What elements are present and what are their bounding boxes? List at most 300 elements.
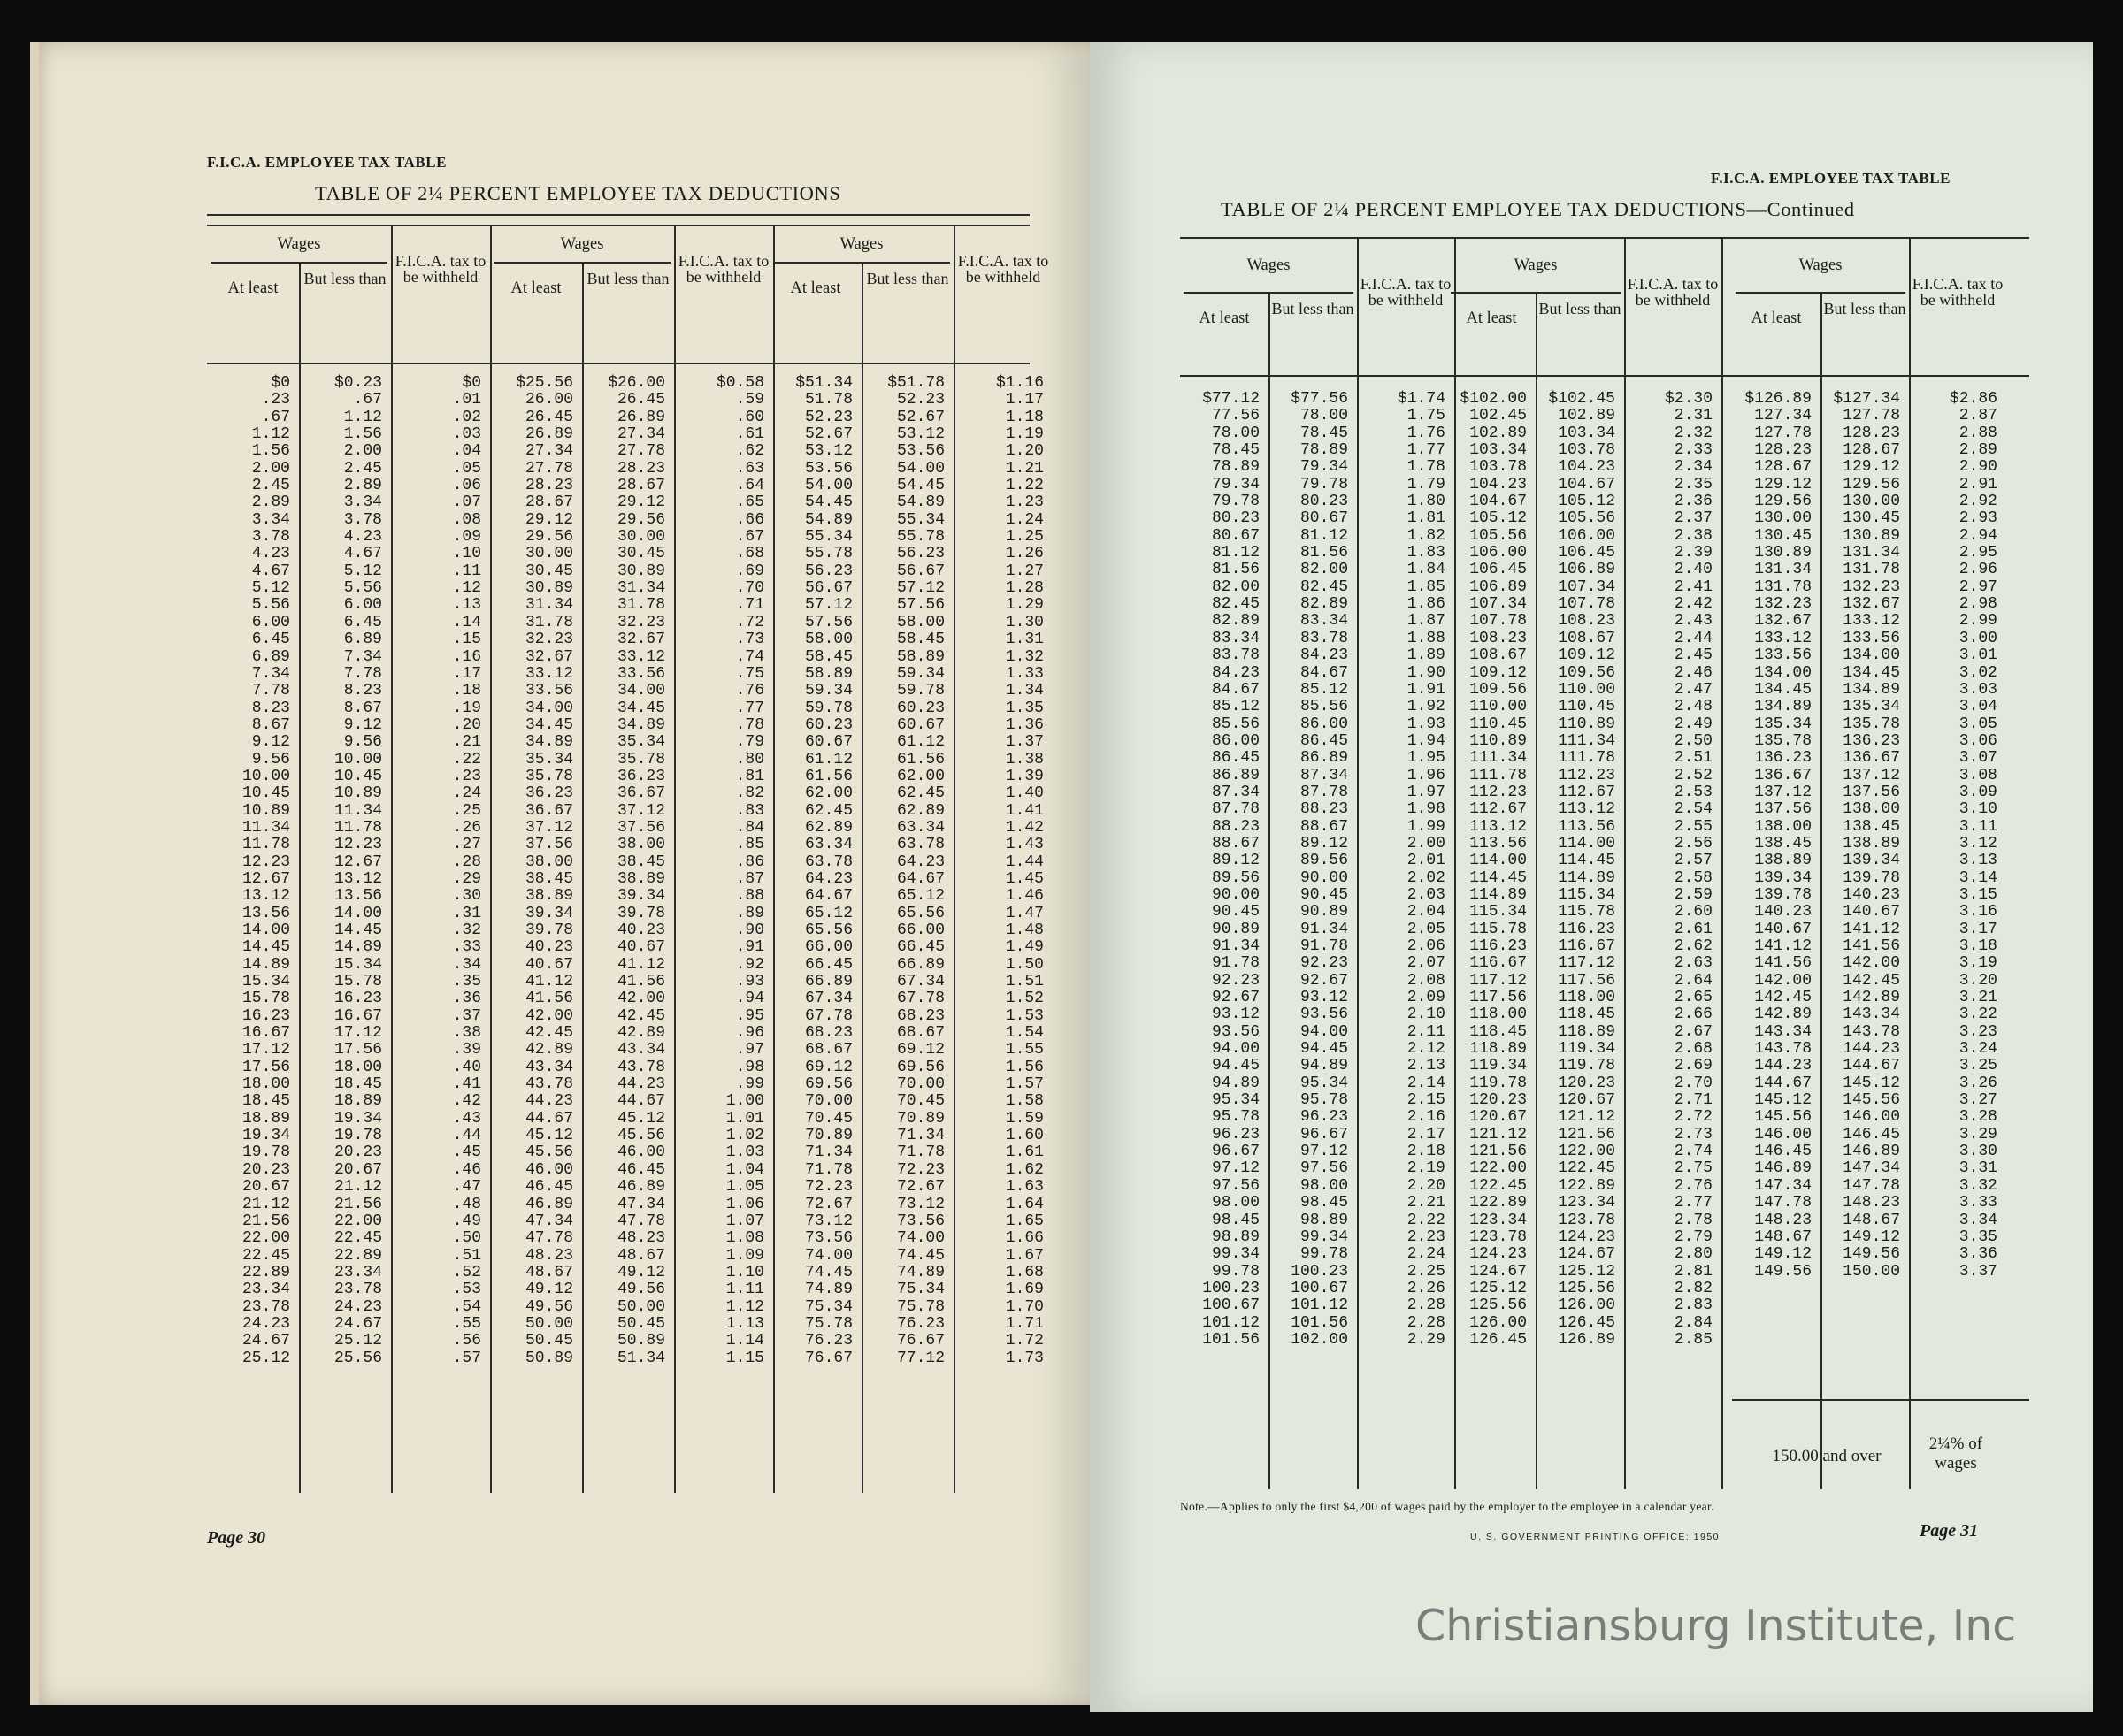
but-less-column [582,375,665,1367]
left-page [30,42,1090,1705]
table-cell: 22.89 [241,1263,290,1281]
but-less-column [1820,391,1900,1281]
table-cell: 85.56 [1299,698,1348,716]
table-cell: 20.67 [241,1178,290,1197]
table-cell: 2.89 [1958,441,1997,460]
table-cell: 75.78 [896,1297,945,1316]
table-cell: 136.23 [1843,731,1900,750]
table-cell: 116.67 [1469,954,1527,973]
fica-header: F.I.C.A. tax to be withheld [1627,275,1719,309]
table-cell: 22.45 [241,1246,290,1265]
page-number: Page 31 [1920,1521,1979,1541]
table-cell: 110.00 [1558,680,1615,699]
table-cell: 51.78 [804,391,853,409]
table-cell: 79.78 [1211,493,1260,511]
table-cell: 2.96 [1958,561,1997,579]
table-cell: 59.78 [804,699,853,717]
table-cell: 117.56 [1558,971,1615,990]
table-cell: 138.00 [1754,817,1812,836]
table-cell: 38.00 [525,853,573,871]
table-cell: 40.67 [617,938,665,957]
table-cell: .68 [735,545,764,563]
table-cell: 97.56 [1299,1159,1348,1178]
table-cell: 122.45 [1469,1176,1527,1195]
table-cell: 2.47 [1674,680,1713,699]
table-cell: 61.12 [804,750,853,769]
table-cell: 23.78 [241,1297,290,1316]
table-cell: 96.67 [1299,1125,1348,1143]
table-cell: 68.67 [896,1024,945,1043]
table-cell: $51.34 [795,374,853,392]
table-cell: .85 [735,836,764,854]
table-cell: 54.45 [896,477,945,495]
table-cell: 73.12 [804,1212,853,1230]
table-cell: 80.23 [1211,509,1260,528]
table-cell: 48.23 [525,1246,573,1265]
table-cell: 3.36 [1958,1245,1997,1264]
table-cell: .11 [452,562,481,580]
table-cell: 72.23 [804,1178,853,1197]
table-cell: 2.80 [1674,1245,1713,1264]
table-cell: 109.12 [1558,646,1615,665]
table-cell: .83 [735,801,764,820]
table-cell: 1.02 [725,1127,764,1145]
table-cell: 20.23 [241,1160,290,1179]
table-cell: 66.00 [804,938,853,957]
table-cell: 49.56 [617,1281,665,1299]
table-cell: 89.12 [1299,834,1348,853]
table-cell: 2.05 [1406,920,1445,938]
table-cell: 42.45 [525,1024,573,1043]
table-cell: 135.34 [1843,698,1900,716]
table-cell: 41.12 [617,955,665,974]
table-cell: 1.83 [1406,544,1445,562]
table-cell: 27.78 [617,442,665,461]
table-cell: 119.78 [1558,1057,1615,1075]
table-cell: 123.78 [1558,1211,1615,1229]
table-cell: 66.00 [896,922,945,939]
table-cell: 41.56 [525,990,573,1008]
table-cell: 9.12 [251,733,290,752]
table-cell: 55.34 [804,528,853,547]
table-cell: 2.95 [1958,544,1997,562]
table-cell: 93.12 [1299,989,1348,1007]
table-cell: 34.89 [617,715,665,734]
table-cell: 13.56 [333,887,382,906]
table-cell: 3.31 [1958,1159,1997,1178]
table-cell: $0.23 [333,374,382,392]
table-cell: 65.12 [896,887,945,906]
table-cell: 127.78 [1754,424,1812,442]
table-cell: 1.57 [1005,1075,1044,1094]
table-cell: 109.56 [1558,663,1615,682]
table-cell: 126.45 [1469,1330,1527,1349]
table-cell: 2.91 [1958,475,1997,493]
table-cell: 1.46 [1005,887,1044,906]
table-cell: 2.85 [1674,1330,1713,1349]
table-cell: .50 [452,1229,481,1248]
table-cell: 62.45 [804,801,853,820]
table-cell: 47.78 [525,1229,573,1248]
table-cell: 128.23 [1843,424,1900,442]
table-cell: 2.57 [1674,852,1713,870]
table-cell: 1.80 [1406,493,1445,511]
table-cell: 2.66 [1674,1006,1713,1024]
table-cell: 36.67 [617,784,665,803]
table-cell: 27.78 [525,459,573,478]
table-cell: .92 [735,955,764,974]
table-cell: 136.67 [1843,749,1900,768]
table-cell: 3.17 [1958,920,1997,938]
table-cell: 97.12 [1211,1159,1260,1178]
group-rule [1721,237,1723,1489]
table-cell: 65.12 [804,904,853,922]
table-top-rule [207,225,1030,226]
table-cell: 2.87 [1958,407,1997,425]
wages-header: Wages [1514,256,1558,274]
table-cell: 57.12 [896,579,945,598]
table-cell: .16 [452,647,481,666]
table-cell: 38.00 [617,836,665,854]
table-cell: 2.52 [1674,766,1713,784]
table-cell: 106.00 [1558,526,1615,545]
at-least-header: At least [510,279,562,297]
table-cell: 123.34 [1469,1211,1527,1229]
table-cell: 57.56 [896,596,945,615]
table-cell: $1.74 [1397,390,1445,408]
table-cell: .72 [735,613,764,631]
table-cell: 106.45 [1558,544,1615,562]
table-cell: .26 [452,818,481,837]
table-cell: 51.34 [617,1349,665,1367]
table-cell: 1.08 [725,1229,764,1248]
table-cell: 25.12 [333,1332,382,1350]
table-cell: 3.14 [1958,868,1997,887]
table-cell: 89.56 [1211,868,1260,887]
tax-column [1624,391,1713,1349]
table-cell: 125.12 [1469,1279,1527,1297]
table-cell: 31.78 [617,596,665,615]
table-cell: 30.89 [525,579,573,598]
table-cell: 142.00 [1843,954,1900,973]
table-cell: 58.00 [896,613,945,631]
table-cell: 2.21 [1406,1194,1445,1212]
table-cell: 2.77 [1674,1194,1713,1212]
table-cell: 2.45 [343,459,382,478]
table-cell: 95.34 [1299,1074,1348,1092]
table-cell: 120.23 [1558,1074,1615,1092]
table-title: TABLE OF 2¼ PERCENT EMPLOYEE TAX DEDUCTIONS [315,182,841,204]
table-cell: 44.23 [617,1075,665,1094]
table-cell: 3.23 [1958,1022,1997,1041]
table-cell: .88 [735,887,764,906]
but-less-column [862,375,945,1367]
table-cell: 60.67 [896,715,945,734]
table-cell: .67 [353,391,382,409]
table-cell: 33.12 [525,664,573,683]
table-cell: 46.89 [617,1178,665,1197]
table-cell: 16.23 [333,990,382,1008]
table-cell: 2.48 [1674,698,1713,716]
table-cell: 55.78 [804,545,853,563]
table-cell: 3.03 [1958,680,1997,699]
table-cell: 90.00 [1211,885,1260,904]
table-cell: .62 [735,442,764,461]
table-cell: 144.67 [1843,1057,1900,1075]
table-cell: 142.45 [1754,989,1812,1007]
table-cell: 128.23 [1754,441,1812,460]
table-cell: 133.56 [1754,646,1812,665]
table-cell: 4.67 [251,562,290,580]
table-cell: 2.45 [1674,646,1713,665]
table-cell: .07 [452,493,481,512]
table-cell: 68.23 [896,1006,945,1025]
table-cell: 102.89 [1558,407,1615,425]
table-cell: 5.12 [343,562,382,580]
table-cell: 2.58 [1674,868,1713,887]
table-cell: 129.56 [1843,475,1900,493]
table-cell: 145.12 [1843,1074,1900,1092]
printer-credit: U. S. GOVERNMENT PRINTING OFFICE: 1950 [1470,1532,1721,1542]
table-cell: 2.33 [1674,441,1713,460]
table-cell: 53.56 [896,442,945,461]
table-cell: 1.68 [1005,1263,1044,1281]
table-cell: .96 [735,1024,764,1043]
table-cell: 2.59 [1674,885,1713,904]
table-cell: 2.90 [1958,458,1997,477]
table-cell: $126.89 [1744,390,1812,408]
table-cell: 2.75 [1674,1159,1713,1178]
over-row-wages: 150.00 and over [1772,1447,1882,1465]
table-cell: 101.12 [1291,1296,1348,1315]
table-cell: 130.45 [1843,509,1900,528]
table-cell: 1.99 [1406,817,1445,836]
table-cell: 2.14 [1406,1074,1445,1092]
table-cell: .64 [735,477,764,495]
table-cell: 116.23 [1558,920,1615,938]
table-cell: 30.45 [617,545,665,563]
table-cell: 80.67 [1211,526,1260,545]
table-cell: 80.23 [1299,493,1348,511]
table-cell: 141.12 [1754,937,1812,955]
table-cell: 3.34 [1958,1211,1997,1229]
table-cell: 40.23 [525,938,573,957]
table-cell: 8.23 [343,682,382,700]
table-cell: 118.45 [1469,1022,1527,1041]
table-cell: 22.89 [333,1246,382,1265]
but-less-than-header: But less than [303,270,387,287]
table-cell: 45.12 [525,1127,573,1145]
table-cell: 43.78 [617,1058,665,1076]
table-cell: 2.43 [1674,612,1713,631]
table-cell: 150.00 [1843,1262,1900,1281]
table-cell: 50.89 [617,1332,665,1350]
fica-header: F.I.C.A. tax to be withheld [1360,275,1452,309]
table-cell: 3.34 [251,510,290,529]
table-cell: 1.94 [1406,731,1445,750]
table-cell: 15.78 [241,990,290,1008]
table-cell: 149.56 [1754,1262,1812,1281]
table-cell: .66 [735,510,764,529]
table-cell: 63.34 [804,836,853,854]
at-least-column [1732,391,1812,1281]
table-cell: 18.89 [333,1092,382,1111]
table-cell: 83.78 [1211,646,1260,665]
table-cell: 85.12 [1211,698,1260,716]
table-cell: 88.67 [1211,834,1260,853]
table-cell: 147.78 [1843,1176,1900,1195]
table-cell: 140.67 [1843,903,1900,922]
table-cell: 2.17 [1406,1125,1445,1143]
table-cell: 122.89 [1558,1176,1615,1195]
table-cell: 1.21 [1005,459,1044,478]
table-cell: 78.45 [1211,441,1260,460]
table-cell: 76.23 [896,1314,945,1333]
table-cell: 64.67 [896,869,945,888]
table-cell: 46.45 [617,1160,665,1179]
table-cell: 122.45 [1558,1159,1615,1178]
table-cell: 2.40 [1674,561,1713,579]
table-cell: 1.93 [1406,715,1445,733]
table-cell: 86.00 [1299,715,1348,733]
table-cell: 3.28 [1958,1108,1997,1127]
table-cell: 54.00 [804,477,853,495]
table-cell: 94.89 [1299,1057,1348,1075]
table-cell: 103.34 [1469,441,1527,460]
table-cell: 99.34 [1211,1245,1260,1264]
table-cell: 134.00 [1843,646,1900,665]
table-cell: 126.00 [1558,1296,1615,1315]
table-cell: 125.56 [1558,1279,1615,1297]
table-cell: 55.78 [896,528,945,547]
table-cell: 124.67 [1469,1262,1527,1281]
table-cell: 91.34 [1211,937,1260,955]
table-cell: 47.34 [617,1195,665,1213]
table-cell: 128.67 [1754,458,1812,477]
table-cell: 93.12 [1211,1006,1260,1024]
table-cell: 139.78 [1754,885,1812,904]
table-cell: 34.45 [617,699,665,717]
table-cell: 2.51 [1674,749,1713,768]
table-cell: 36.23 [525,784,573,803]
table-cell: .45 [452,1143,481,1162]
table-cell: .81 [735,767,764,785]
table-cell: 146.00 [1843,1108,1900,1127]
table-cell: 84.67 [1211,680,1260,699]
table-cell: .59 [735,391,764,409]
tax-column [674,375,764,1367]
table-cell: 42.00 [617,990,665,1008]
table-cell: 130.00 [1843,493,1900,511]
table-cell: 78.89 [1299,441,1348,460]
table-cell: 3.24 [1958,1040,1997,1059]
table-cell: .78 [735,715,764,734]
table-cell: 42.89 [617,1024,665,1043]
table-cell: 135.78 [1843,715,1900,733]
table-cell: 1.38 [1005,750,1044,769]
table-cell: 110.89 [1558,715,1615,733]
table-cell: 1.43 [1005,836,1044,854]
table-cell: 9.12 [343,715,382,734]
table-cell: 32.67 [617,631,665,649]
table-cell: $1.16 [995,374,1044,392]
table-cell: 118.00 [1558,989,1615,1007]
but-less-column [1268,391,1348,1349]
table-cell: 34.45 [525,715,573,734]
table-cell: 15.34 [241,973,290,991]
table-top-rule [1180,237,2029,239]
table-cell: 5.56 [343,579,382,598]
table-cell: 4.67 [343,545,382,563]
table-cell: 74.00 [896,1229,945,1248]
table-cell: 50.45 [525,1332,573,1350]
table-cell: 2.12 [1406,1040,1445,1059]
table-cell: 3.07 [1958,749,1997,768]
table-cell: 50.00 [617,1297,665,1316]
table-cell: 84.67 [1299,663,1348,682]
table-cell: 2.54 [1674,800,1713,819]
table-cell: 1.28 [1005,579,1044,598]
table-cell: 1.29 [1005,596,1044,615]
table-cell: 45.56 [525,1143,573,1162]
table-cell: 114.45 [1558,852,1615,870]
table-cell: 103.34 [1558,424,1615,442]
table-cell: 29.12 [525,510,573,529]
table-cell: 12.23 [333,836,382,854]
table-cell: 64.23 [896,853,945,871]
table-cell: 92.23 [1211,971,1260,990]
table-cell: 18.89 [241,1109,290,1128]
table-cell: 129.12 [1843,458,1900,477]
table-cell: $2.86 [1949,390,1997,408]
table-cell: .61 [735,425,764,444]
table-cell: 85.12 [1299,680,1348,699]
table-cell: 18.45 [333,1075,382,1094]
table-cell: 58.45 [896,631,945,649]
but-less-column [299,375,382,1367]
table-cell: 21.12 [333,1178,382,1197]
table-cell: 148.23 [1754,1211,1812,1229]
table-cell: 31.34 [525,596,573,615]
table-cell: 3.37 [1958,1262,1997,1281]
table-cell: 3.27 [1958,1091,1997,1110]
table-cell: 1.42 [1005,818,1044,837]
table-cell: .70 [735,579,764,598]
table-cell: 14.45 [241,938,290,957]
table-cell: 81.56 [1211,561,1260,579]
table-cell: 117.12 [1558,954,1615,973]
table-cell: 111.78 [1558,749,1615,768]
table-cell: 23.34 [241,1281,290,1299]
table-cell: 71.78 [896,1143,945,1162]
table-cell: .77 [735,699,764,717]
table-cell: 21.56 [241,1212,290,1230]
table-cell: 56.23 [804,562,853,580]
table-cell: 53.56 [804,459,853,478]
table-cell: 3.20 [1958,971,1997,990]
table-cell: 131.34 [1754,561,1812,579]
table-cell: 85.56 [1211,715,1260,733]
table-cell: 121.12 [1558,1108,1615,1127]
table-cell: 69.12 [804,1058,853,1076]
table-cell: $2.30 [1664,390,1713,408]
table-cell: 104.23 [1469,475,1527,493]
table-cell: 59.34 [896,664,945,683]
table-cell: 1.19 [1005,425,1044,444]
table-cell: .76 [735,682,764,700]
table-cell: 10.45 [333,767,382,785]
table-cell: 90.89 [1211,920,1260,938]
